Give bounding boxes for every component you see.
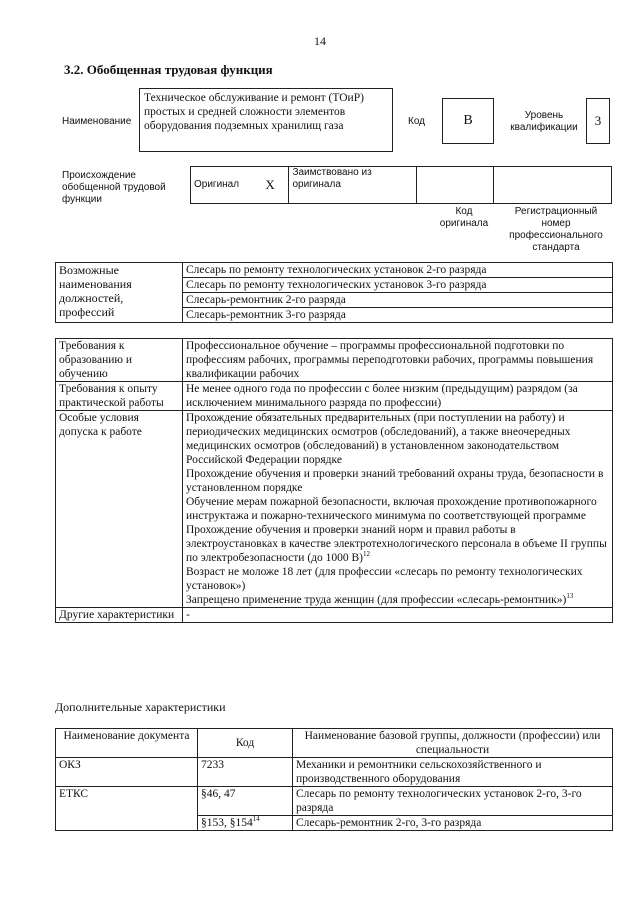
col-code-header: Код xyxy=(198,729,293,758)
additional-table xyxy=(55,728,613,831)
additional-title: Дополнительные характеристики xyxy=(55,700,226,714)
conditions-cell xyxy=(183,411,613,608)
condition-item: Прохождение обязательных предварительных (при поступлении на работу) и периодических медицинских осмотров (обследований), а также внеочередных медицинских осмотров (обследований) в установленном законодательством Российской Федерации порядке xyxy=(186,412,571,466)
name-box xyxy=(139,88,393,152)
experience-label: Требования к опыту практической работы xyxy=(56,382,183,411)
original-code-cell xyxy=(417,167,494,204)
level-box xyxy=(586,98,610,144)
etks-code-1: §46, 47 xyxy=(198,787,293,816)
positions-table xyxy=(55,262,613,323)
footnote-13: 13 xyxy=(566,592,574,601)
position-item: Слесарь-ремонтник 3-го разряда xyxy=(183,308,613,323)
okz-doc: ОКЗ xyxy=(56,758,198,787)
section-title: 3.2. Обобщенная трудовая функция xyxy=(64,62,273,77)
okz-code: 7233 xyxy=(198,758,293,787)
page-number: 14 xyxy=(314,34,326,48)
condition-text: Прохождение обучения и проверки знаний норм и правил работы в электроустановках в качестве электротехнологического персонала в объеме II группы по электробезопасности (до 1000 В) xyxy=(186,524,607,564)
etks-name-2: Слесарь-ремонтник 2-го, 3-го разряда xyxy=(293,816,613,831)
reg-number-cell xyxy=(494,167,612,204)
original-label: Оригинал xyxy=(191,167,263,204)
position-item: Слесарь по ремонту технологических установок 3-го разряда xyxy=(183,278,613,293)
origin-table xyxy=(190,166,612,204)
other-value: - xyxy=(183,608,613,623)
condition-text: Запрещено применение труда женщин (для профессии «слесарь-ремонтник») xyxy=(186,594,567,606)
okz-name: Механики и ремонтники сельскохозяйственного и производственного оборудования xyxy=(293,758,613,787)
condition-item-electrical xyxy=(186,523,609,565)
requirements-table xyxy=(55,338,613,623)
original-code-caption: Код оригинала xyxy=(439,206,489,229)
etks-doc: ЕТКС xyxy=(56,787,198,831)
condition-item: Прохождение обучения и проверки знаний требований охраны труда, безопасности в установленном порядке xyxy=(186,468,604,494)
level-value: 3 xyxy=(594,113,602,128)
condition-item: Возраст не моложе 18 лет (для профессии «слесарь по ремонту технологических установок») xyxy=(186,566,583,592)
reg-number-caption: Регистрационный номер профессионального стандарта xyxy=(509,206,603,253)
borrowed-label: Заимствовано из оригинала xyxy=(289,167,417,204)
etks-name-1: Слесарь по ремонту технологических установок 2-го, 3-го разряда xyxy=(293,787,613,816)
education-label: Требования к образованию и обучению xyxy=(56,339,183,382)
code-value: В xyxy=(463,113,473,128)
positions-label: Возможные наименования должностей, профессий xyxy=(56,263,183,323)
etks-code-2-cell xyxy=(198,816,293,831)
original-mark: X xyxy=(262,167,289,204)
condition-item-women xyxy=(186,593,609,607)
footnote-14: 14 xyxy=(252,815,260,824)
position-item: Слесарь-ремонтник 2-го разряда xyxy=(183,293,613,308)
origin-label: Происхождение обобщенной трудовой функции xyxy=(62,170,166,205)
footnote-12: 12 xyxy=(363,550,371,559)
etks-code-2: §153, §154 xyxy=(201,817,253,829)
col-doc-header: Наименование документа xyxy=(56,729,198,758)
name-value: Техническое обслуживание и ремонт (ТОиР) простых и средней сложности элементов оборудования подземных хранилищ газа xyxy=(144,92,364,132)
col-name-header: Наименование базовой группы, должности (профессии) или специальности xyxy=(293,729,613,758)
education-value: Профессиональное обучение – программы профессиональной подготовки по профессиям рабочих, программы переподготовки рабочих, программы повышения квалификации рабочих xyxy=(183,339,613,382)
code-label: Код xyxy=(408,116,426,127)
conditions-label: Особые условия допуска к работе xyxy=(56,411,183,608)
code-box xyxy=(442,98,494,144)
condition-item: Обучение мерам пожарной безопасности, включая прохождение противопожарного инструктажа и пожарно-технического минимума по соответствующей программе xyxy=(186,496,597,522)
position-item: Слесарь по ремонту технологических установок 2-го разряда xyxy=(183,263,613,278)
name-label: Наименование xyxy=(62,116,132,127)
level-label: Уровень квалификации xyxy=(510,110,578,133)
experience-value: Не менее одного года по профессии с более низким (предыдущим) разрядом (за исключением минимального разряда по профессии) xyxy=(183,382,613,411)
other-label: Другие характеристики xyxy=(56,608,183,623)
